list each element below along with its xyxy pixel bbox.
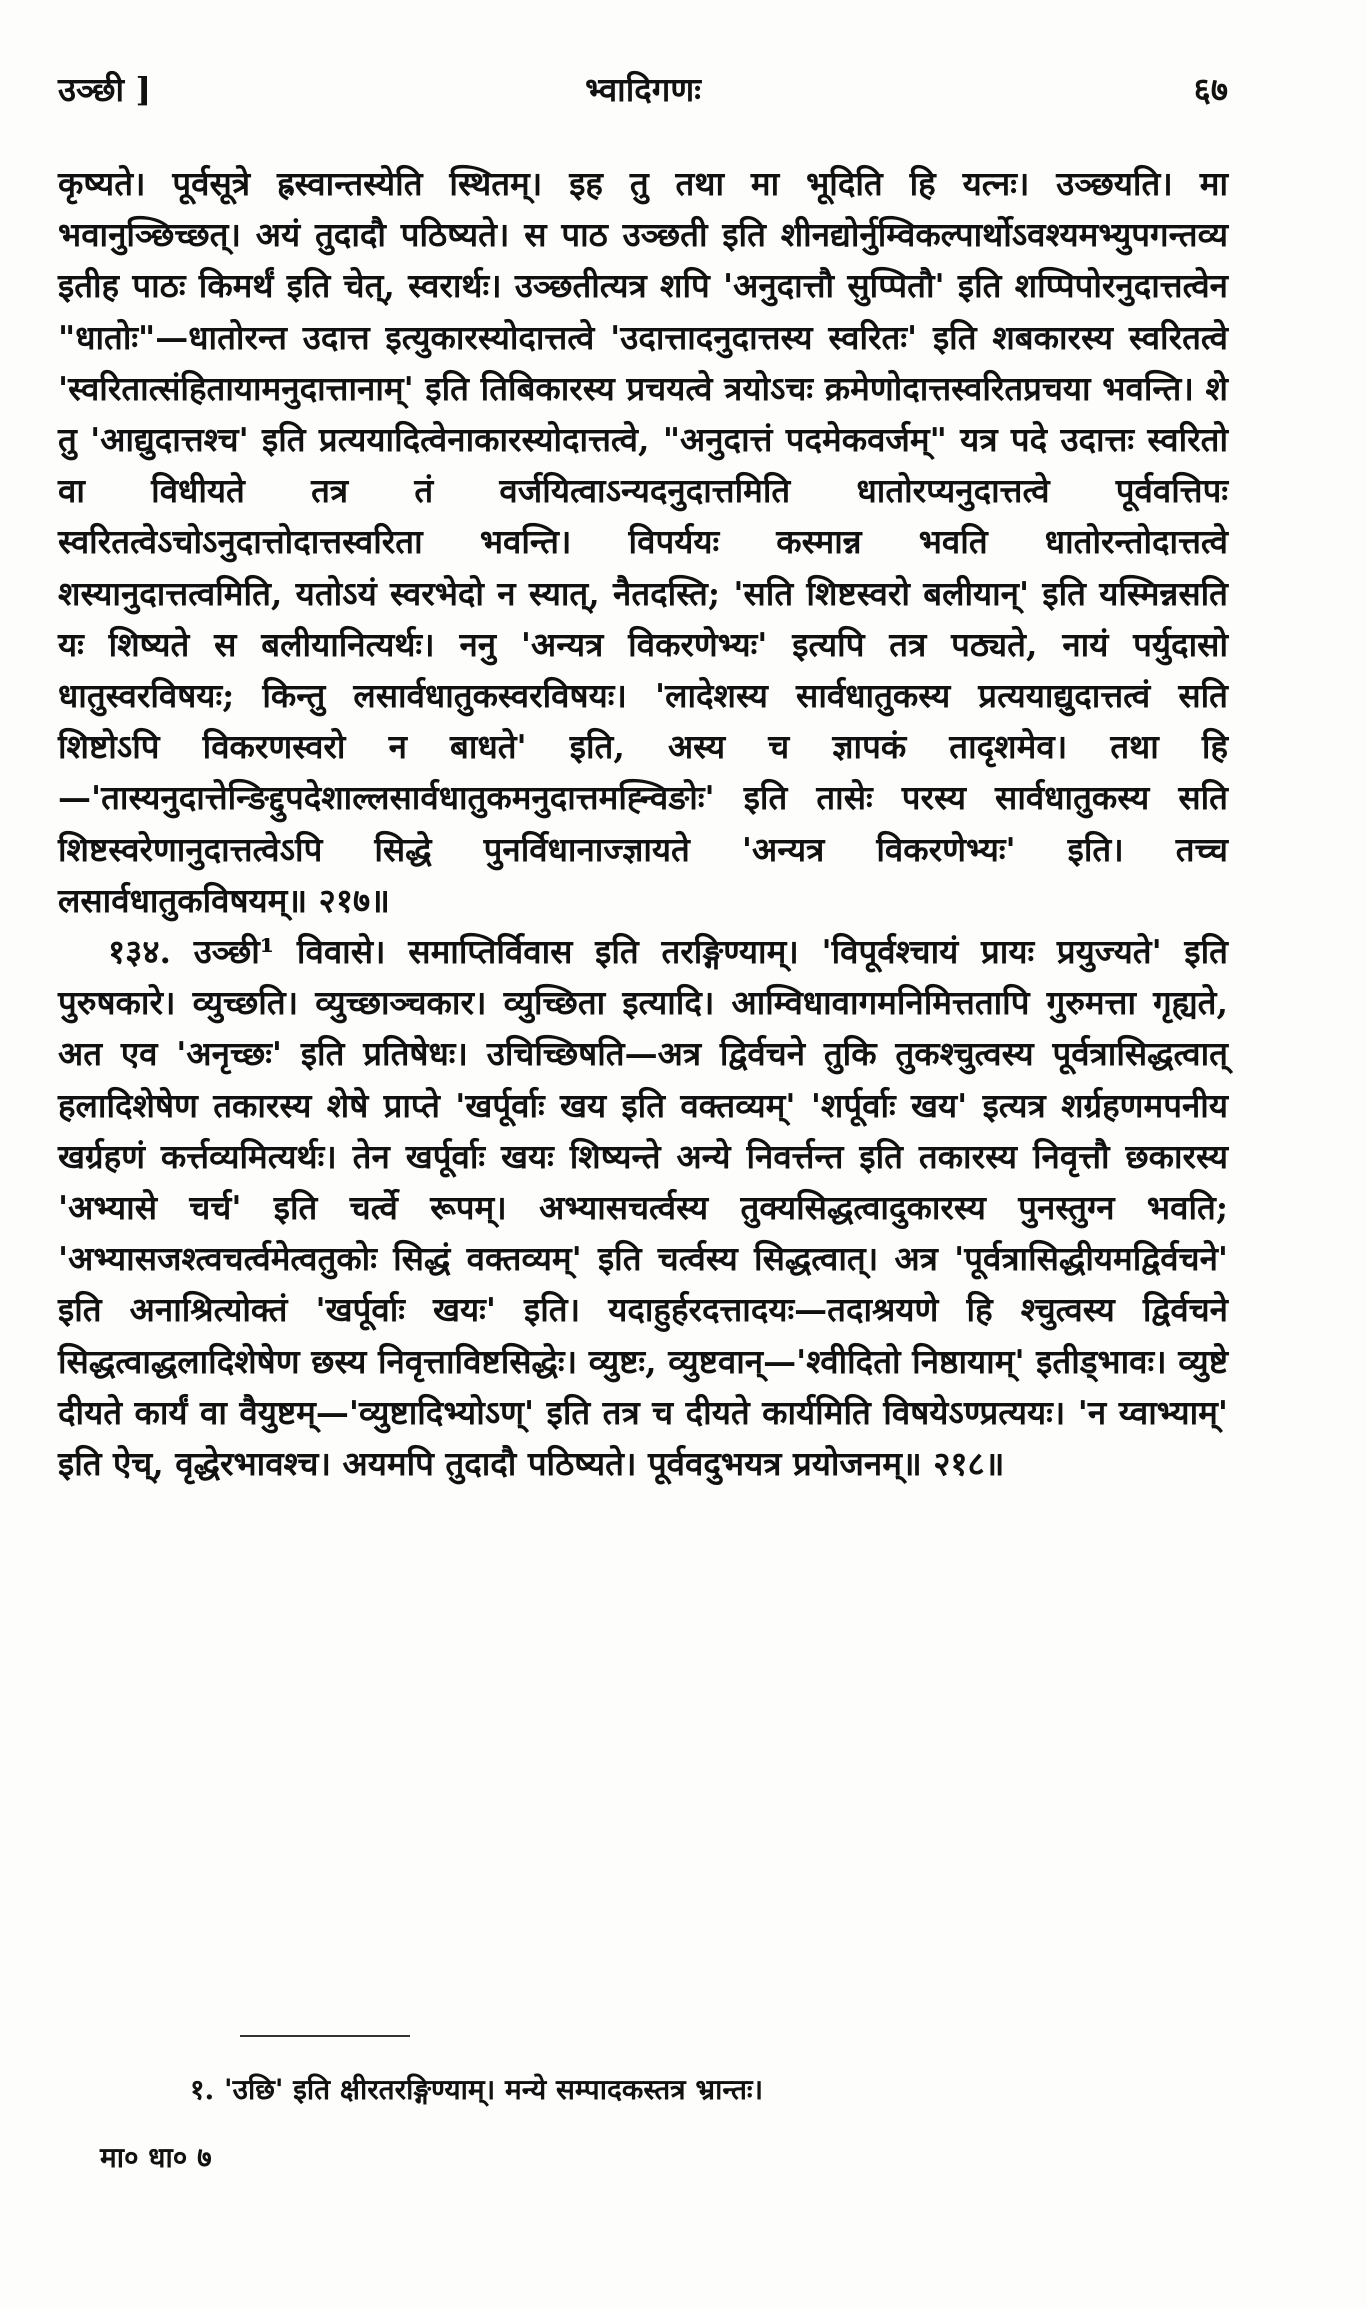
paragraph-2: १३४. उञ्छी¹ विवासे। समाप्तिर्विवास इति तरङ्गिण्याम्। 'विपूर्वश्चायं प्रायः प्रयुज्यते' इति पुरुषकारे। व्युच्छति। व्युच्छाञ्चकार। व्युच्छिता इत्यादि। आम्विधावागमनिमित्ततापि गुरुमत्ता गृह्यते, अत एव 'अनृच्छः' इति प्रतिषेधः। उचिच्छिषति—अत्र द्विर्वचने तुकि तुकश्चुत्वस्य पूर्वत्रासिद्धत्वात् हलादिशेषेण तकारस्य शेषे प्राप्ते 'खर्पूर्वाः खय इति वक्तव्यम्' 'शर्पूर्वाः खय' इत्यत्र शर्ग्रहणमपनीय खर्ग्रहणं कर्त्तव्यमित्यर्थः। तेन खर्पूर्वाः खयः शिष्यन्ते अन्ये निवर्त्तन्त इति तकारस्य निवृत्तौ छकारस्य 'अभ्यासे चर्च' इति चर्त्वे रूपम्। अभ्यासचर्त्वस्य तुक्यसिद्धत्वादुकारस्य पुनस्तुग्न भवति; 'अभ्यासजश्त्वचर्त्वमेत्वतुकोः सिद्धं वक्तव्यम्' इति चर्त्वस्य सिद्धत्वात्। अत्र 'पूर्वत्रासिद्धीयमद्विर्वचने' इति अनाश्रित्योक्तं 'खर्पूर्वाः खयः' इति। यदाहुर्हरदत्तादयः—तदाश्रयणे हि श्चुत्वस्य द्विर्वचने सिद्धत्वाद्धलादिशेषेण छस्य निवृत्ताविष्टसिद्धेः। व्युष्टः, व्युष्टवान्—'श्वीदितो निष्ठायाम्' इतीड्भावः। व्युष्टे दीयते कार्यं वा वैयुष्टम्—'व्युष्टादिभ्योऽण्' इति तत्र च दीयते कार्यमिति विषयेऽण्प्रत्ययः। 'न य्वाभ्याम्' इति ऐच्, वृद्धेरभावश्च। अयमपि तुदादौ पठिष्यते। पूर्ववदुभयत्र प्रयोजनम्॥ २१८॥ (58, 932, 1228, 1484)
page-number: ६७ (1193, 70, 1228, 109)
main-text-block (58, 158, 1228, 1489)
header-left-root-label: उञ्छी ] (58, 70, 152, 109)
paragraph-1: कृष्यते। पूर्वसूत्रे ह्रस्वान्तस्येति स्थितम्। इह तु तथा मा भूदिति हि यत्नः। उञ्छयति। मा भवानुञ्छिच्छत्। अयं तुदादौ पठिष्यते। स पाठ उञ्छती इति शीनद्योर्नुम्विकल्पार्थोऽवश्यमभ्युपगन्तव्य इतीह पाठः किमर्थं इति चेत्, स्वरार्थः। उञ्छतीत्यत्र शपि 'अनुदात्तौ सुप्पितौ' इति शप्पिपोरनुदात्तत्वेन "धातोः"—धातोरन्त उदात्त इत्युकारस्योदात्तत्वे 'उदात्तादनुदात्तस्य स्वरितः' इति शबकारस्य स्वरितत्वे 'स्वरितात्संहितायामनुदात्तानाम्' इति तिबिकारस्य प्रचयत्वे त्रयोऽचः क्रमेणोदात्तस्वरितप्रचया भवन्ति। शे तु 'आद्युदात्तश्च' इति प्रत्ययादित्वेनाकारस्योदात्तत्वे, "अनुदात्तं पदमेकवर्जम्" यत्र पदे उदात्तः स्वरितो वा विधीयते तत्र तं वर्जयित्वाऽन्यदनुदात्तमिति धातोरप्यनुदात्तत्वे पूर्ववत्तिपः स्वरितत्वेऽचोऽनुदात्तोदात्तस्वरिता भवन्ति। विपर्ययः कस्मान्न भवति धातोरन्तोदात्तत्वे शस्यानुदात्तत्वमिति, यतोऽयं स्वरभेदो न स्यात्, नैतदस्ति; 'सति शिष्टस्वरो बलीयान्' इति यस्मिन्नसति यः शिष्यते स बलीयानित्यर्थः। ननु 'अन्यत्र विकरणेभ्यः' इत्यपि तत्र पठ्यते, नायं पर्युदासो धातुस्वरविषयः; किन्तु लसार्वधातुकस्वरविषयः। 'लादेशस्य सार्वधातुकस्य प्रत्ययाद्युदात्तत्वं सति शिष्टोऽपि विकरणस्वरो न बाधते' इति, अस्य च ज्ञापकं तादृशमेव। तथा हि—'तास्यनुदात्तेन्ङिद्दुपदेशाल्लसार्वधातुकमनुदात्तमह्न्विङोः' इति तासेः परस्य सार्वधातुकस्य सति शिष्टस्वरेणानुदात्तत्वेऽपि सिद्धे पुनर्विधानाज्ज्ञायते 'अन्यत्र विकरणेभ्यः' इति। तच्च लसार्वधातुकविषयम्॥ २१७॥ (58, 164, 1228, 920)
printer-signature-mark: मा० धा० ७ (100, 2141, 212, 2174)
footnote: १. 'उछि' इति क्षीरतरङ्गिण्याम्। मन्ये सम्पादकस्तत्र भ्रान्तः। (190, 2073, 764, 2106)
footnote-divider (240, 2035, 410, 2037)
running-header (58, 66, 1228, 122)
header-chapter-title: भ्वादिगणः (585, 70, 701, 109)
